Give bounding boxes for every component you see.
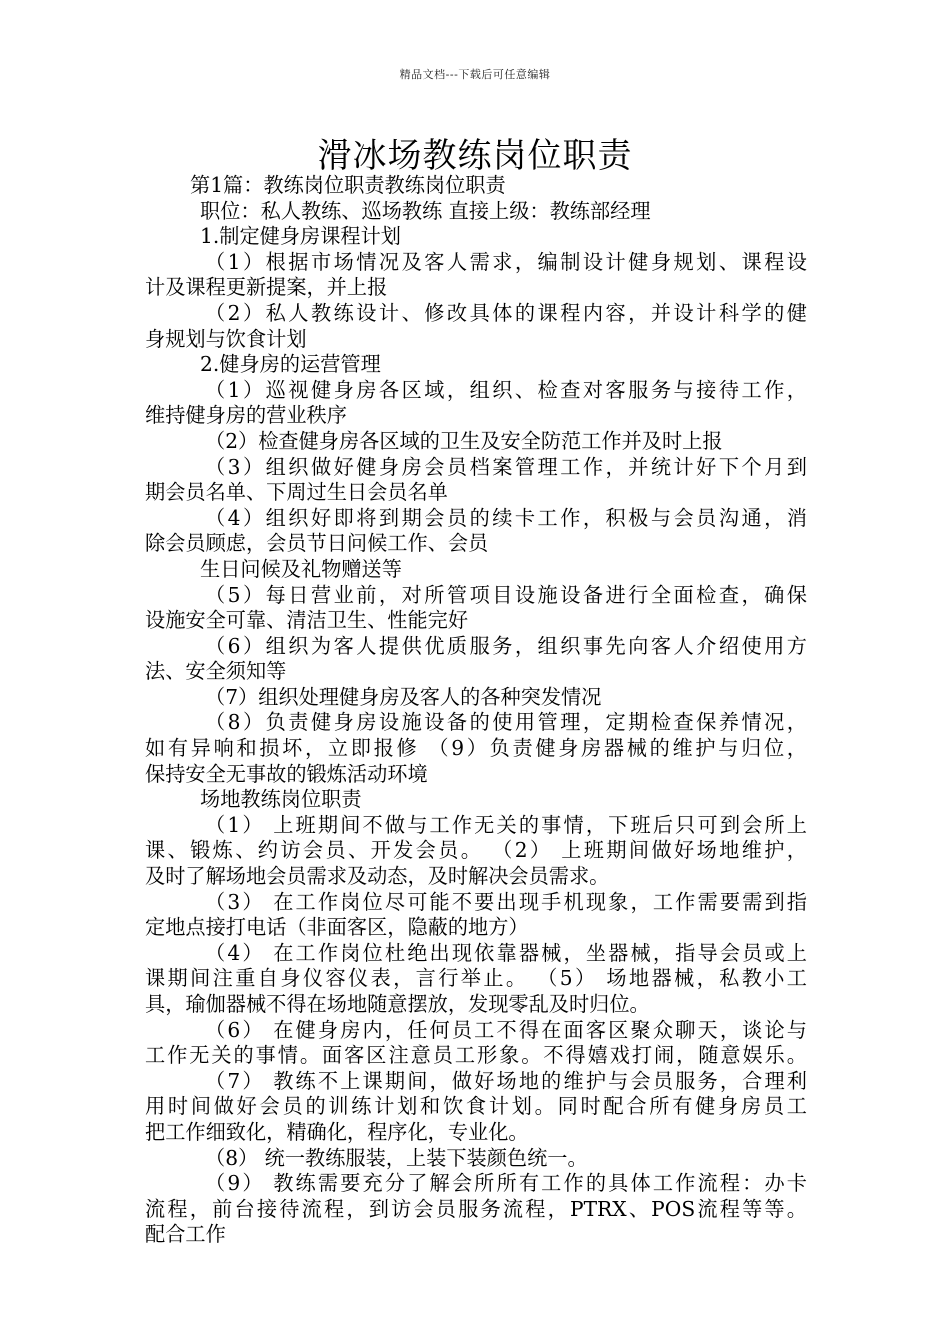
text-line: 具，瑜伽器械不得在场地随意摆放，发现零乱及时归位。 — [145, 992, 650, 1016]
text-line: （2）检查健身房各区域的卫生及安全防范工作并及时上报 — [205, 428, 723, 453]
text-line: （7） 教练不上课期间，做好场地的维护与会员服务，合理利 — [205, 1068, 807, 1093]
text-line: 场地教练岗位职责 — [200, 787, 362, 812]
text-line: （4）组织好即将到期会员的续卡工作，积极与会员沟通，消 — [205, 505, 807, 530]
text-line: 维持健身房的营业秩序 — [145, 403, 347, 428]
text-line: 生日问候及礼物赠送等 — [200, 556, 402, 581]
text-line: 计及课程更新提案，并上报 — [145, 275, 388, 300]
text-line: （3） 在工作岗位尽可能不要出现手机现象，工作需要需到指 — [205, 889, 807, 914]
document-title: 滑冰场教练岗位职责 — [317, 136, 633, 176]
text-line: 工作无关的事情。面客区注意员工形象。不得嬉戏打闹，随意娱乐。 — [145, 1043, 807, 1068]
text-line: 身规划与饮食计划 — [145, 326, 307, 351]
text-line: （1）巡视健身房各区域，组织、检查对客服务与接待工作， — [205, 377, 807, 402]
text-line: （5）每日营业前，对所管项目设施设备进行全面检查，确保 — [205, 582, 807, 607]
text-line: 定地点接打电话（非面客区，隐蔽的地方） — [145, 915, 529, 940]
text-line: （8） 统一教练服装，上装下装颜色统一。 — [205, 1145, 588, 1170]
text-line: （8）负责健身房设施设备的使用管理，定期检查保养情况， — [205, 710, 807, 735]
text-line: 除会员顾虑，会员节日问候工作、会员 — [145, 531, 489, 556]
page-header: 精品文档---下载后可任意编辑 — [399, 68, 551, 81]
text-line: （1）根据市场情况及客人需求，编制设计健身规划、课程设 — [205, 249, 807, 274]
text-line: 1.制定健身房课程计划 — [200, 224, 401, 249]
text-line: （4） 在工作岗位杜绝出现依靠器械，坐器械，指导会员或上 — [205, 940, 807, 965]
text-line: 课、锻炼、约访会员、开发会员。 （2） 上班期间做好场地维护， — [145, 838, 807, 863]
text-line: （9） 教练需要充分了解会所所有工作的具体工作流程：办卡 — [205, 1171, 807, 1196]
text-line: 把工作细致化，精确化，程序化，专业化。 — [145, 1119, 529, 1144]
text-line: 职位：私人教练、巡场教练 直接上级：教练部经理 — [200, 198, 651, 223]
text-line: （2）私人教练设计、修改具体的课程内容，并设计科学的健 — [205, 300, 807, 325]
text-line: 用时间做好会员的训练计划和饮食计划。同时配合所有健身房员工 — [145, 1094, 807, 1119]
text-line: 及时了解场地会员需求及动态，及时解决会员需求。 — [145, 864, 610, 889]
text-line: （1） 上班期间不做与工作无关的事情，下班后只可到会所上 — [205, 812, 807, 837]
text-line: （7）组织处理健身房及客人的各种突发情况 — [205, 684, 602, 709]
text-line: （3）组织做好健身房会员档案管理工作，并统计好下个月到 — [205, 454, 807, 479]
text-line: （6） 在健身房内，任何员工不得在面客区聚众聊天，谈论与 — [205, 1017, 807, 1042]
text-line: 配合工作 — [145, 1222, 226, 1247]
text-line: 课期间注重自身仪容仪表，言行举止。 （5） 场地器械，私教小工 — [145, 966, 807, 991]
text-line: 2.健身房的运营管理 — [200, 352, 381, 377]
text-line: 法、安全须知等 — [145, 659, 287, 684]
text-line: 期会员名单、下周过生日会员名单 — [145, 480, 448, 505]
document-body — [145, 173, 807, 1248]
text-line: 流程，前台接待流程，到访会员服务流程，PTRX、POS流程等等。 — [145, 1196, 807, 1221]
text-line: 设施安全可靠、清洁卫生、性能完好 — [145, 608, 469, 633]
text-line: （6）组织为客人提供优质服务，组织事先向客人介绍使用方 — [205, 633, 807, 658]
text-line: 保持安全无事故的锻炼活动环境 — [145, 761, 428, 786]
text-line: 如有异响和损坏，立即报修 （9）负责健身房器械的维护与归位， — [145, 736, 807, 761]
text-line: 第1篇：教练岗位职责教练岗位职责 — [190, 173, 506, 197]
